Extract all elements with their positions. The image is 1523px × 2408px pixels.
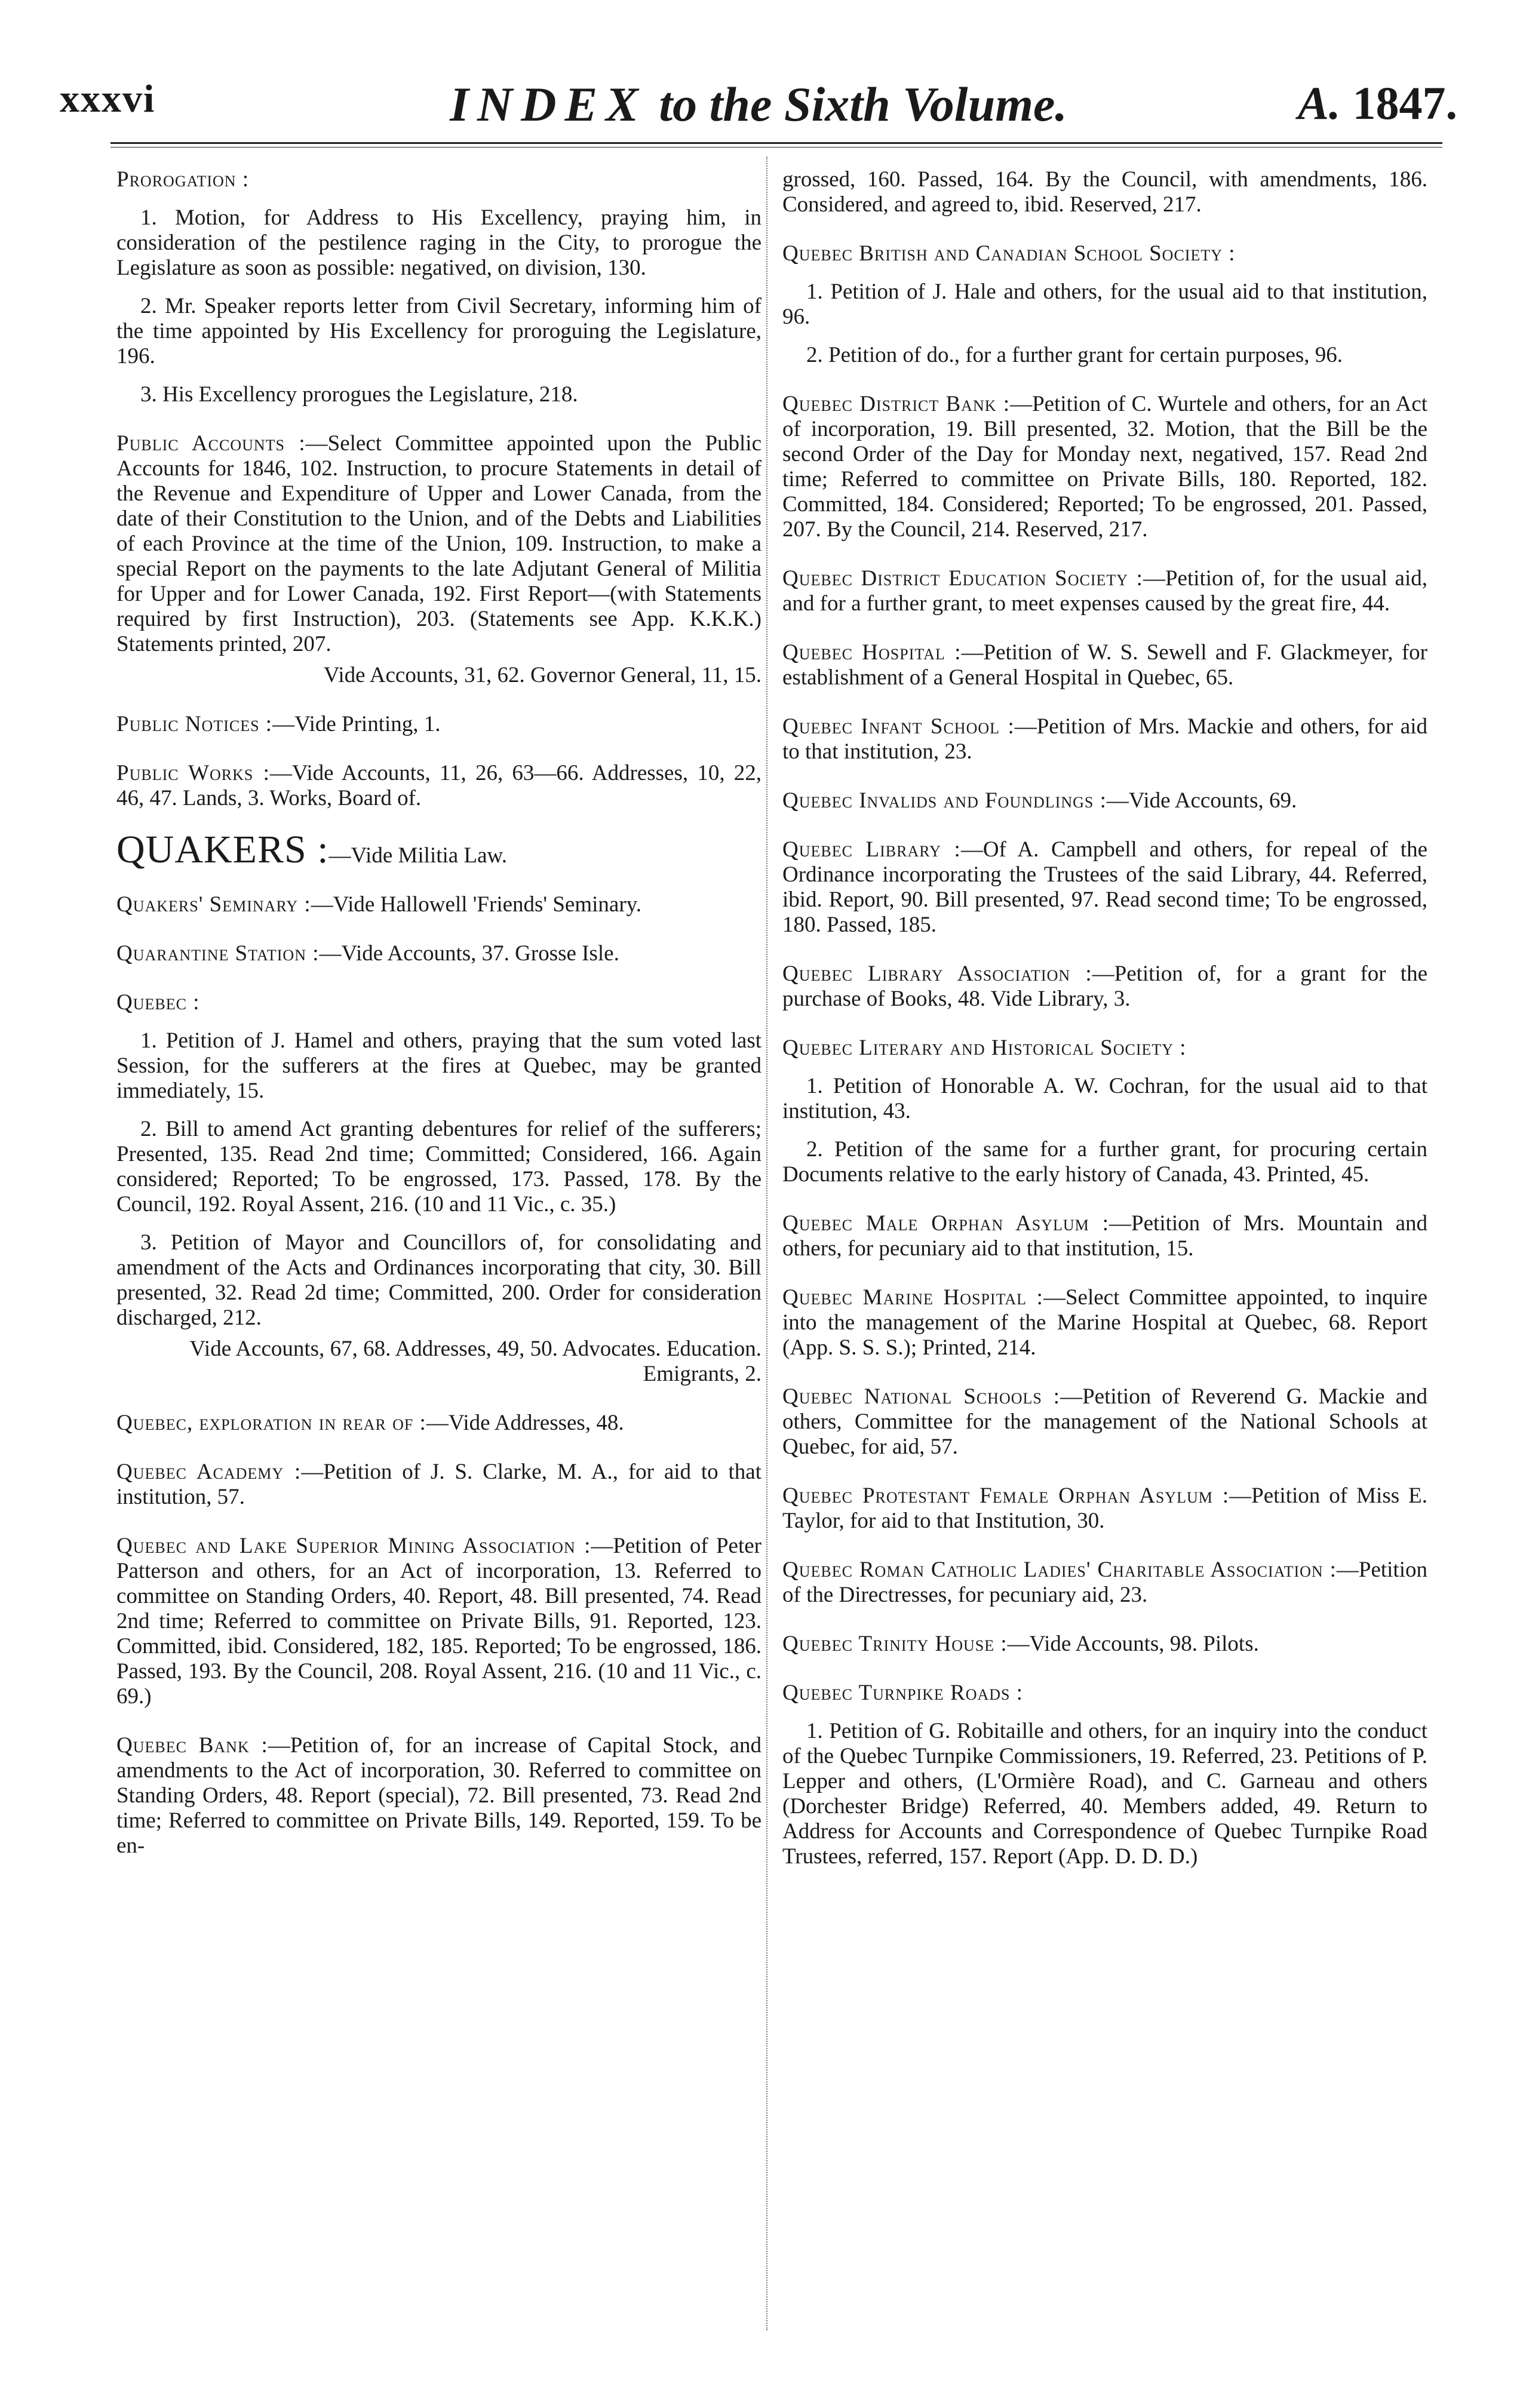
entry-heading: QUAKERS :: [116, 828, 329, 871]
index-entry: [782, 241, 1427, 368]
entry-heading: Public Accounts :: [116, 431, 306, 456]
entry-subitem: 1. Petition of J. Hamel and others, praying that the sum voted last Session, for the sufferers at the fires at Quebec, may be granted immediately, 15.: [116, 1028, 762, 1103]
entry-heading: Quebec Turnpike Roads :: [782, 1681, 1024, 1705]
index-entry: [782, 1681, 1427, 1869]
entry-heading: Prorogation :: [116, 167, 250, 192]
index-entry: [116, 431, 762, 688]
entry-text: —Petition of Reverend G. Mackie and others, Committee for the management of the National Schools at Quebec, for aid, 57.: [782, 1384, 1427, 1459]
index-entry: [116, 892, 762, 917]
entry-text: —Vide Addresses, 48.: [426, 1411, 624, 1435]
entry-heading: Quebec Marine Hospital :: [782, 1285, 1043, 1310]
index-entry: [116, 761, 762, 811]
page-number: xxxvi: [60, 77, 156, 121]
entry-text: —Petition of J. S. Clarke, M. A., for aid to that institution, 57.: [116, 1460, 762, 1509]
entry-heading: Quebec Invalids and Foundlings :: [782, 788, 1107, 813]
entry-heading: Quebec Infant School :: [782, 714, 1015, 739]
index-entry: [116, 1460, 762, 1510]
entry-heading: Quebec :: [116, 990, 200, 1015]
entry-heading: Quebec Literary and Historical Society :: [782, 1036, 1187, 1060]
entry-text: —Petition of W. S. Sewell and F. Glackmeyer, for establishment of a General Hospital in Quebec, 65.: [782, 640, 1427, 690]
entry-text: —Vide Accounts, 11, 26, 63—66. Addresses, 10, 22, 46, 47. Lands, 3. Works, Board of.: [116, 761, 762, 810]
entry-text: —Vide Printing, 1.: [272, 712, 441, 736]
entry-subitem: 3. Petition of Mayor and Councillors of, for consolidating and amendment of the Acts and Ordinances incorporating that city, 30. Bill presented, 32. Read 2d time; Committed, 200. Order for consideration discharged, 212.: [116, 1230, 762, 1330]
column-separator: [766, 156, 767, 2330]
entry-text: —Petition of the Directresses, for pecuniary aid, 23.: [782, 1558, 1427, 1607]
index-entry: [116, 712, 762, 737]
entry-vide: Vide Accounts, 31, 62. Governor General, 11, 15.: [323, 663, 762, 687]
year-prefix: A.: [1297, 77, 1341, 129]
index-entry: [782, 837, 1427, 938]
entry-heading: Quebec National Schools :: [782, 1384, 1061, 1409]
entry-text: —Select Committee appointed, to inquire into the management of the Marine Hospital at Quebec, 68. Report (App. S. S. S.); Printed, 214.: [782, 1285, 1427, 1360]
running-title: [60, 76, 1457, 133]
entry-heading: Quebec Male Orphan Asylum :: [782, 1211, 1110, 1236]
entry-heading: Quebec District Education Society :: [782, 566, 1143, 591]
entry-text: —Petition of Mrs. Mountain and others, for pecuniary aid to that institution, 15.: [782, 1211, 1427, 1261]
index-entry: [782, 392, 1427, 542]
index-entry: [782, 788, 1427, 813]
index-entry: [782, 1384, 1427, 1460]
entry-heading: Quebec Academy :: [116, 1460, 302, 1484]
index-entry: [782, 167, 1427, 217]
year-label: [1298, 76, 1457, 130]
index-entry: [782, 640, 1427, 690]
index-entry: [782, 1211, 1427, 1261]
index-entry: [782, 1632, 1427, 1657]
entry-text: —Vide Accounts, 98. Pilots.: [1007, 1632, 1259, 1656]
left-column: [116, 167, 762, 1882]
entry-heading: Quebec Library :: [782, 837, 961, 862]
entry-heading: Quebec Bank :: [116, 1733, 268, 1758]
entry-heading: Quebec Hospital :: [782, 640, 962, 665]
entry-text: —Petition of C. Wurtele and others, for an Act of incorporation, 19. Bill presented, 32. Motion, that the Bill be the second Order of the Day for Monday next, negatived, 157. Read 2nd time; Referred to committee on Private Bills, 180. Reported, 182. Committed, 184. Considered; Reported; To be engrossed, 201. Passed, 207. By the Council, 214. Reserved, 217.: [782, 392, 1427, 542]
entry-text: —Petition of Peter Patterson and others, for an Act of incorporation, 13. Referred to committee on Standing Orders, 40. Report, 48. Bill presented, 74. Read 2nd time; Referred to committee on Private Bills, 91. Reported, 123. Committed, ibid. Considered, 182, 185. Reported; To be engrossed, 186. Passed, 193. By the Council, 208. Royal Assent, 216. (10 and 11 Vic., c. 69.): [116, 1534, 762, 1709]
index-entry: [782, 1558, 1427, 1608]
entry-subitem: 1. Petition of Honorable A. W. Cochran, for the usual aid to that institution, 43.: [782, 1074, 1427, 1123]
entry-heading: Quebec Library Association :: [782, 962, 1092, 986]
entry-subitem: 2. Petition of the same for a further grant, for procuring certain Documents relative to the early history of Canada, 43. Printed, 45.: [782, 1137, 1427, 1187]
entry-text: —Vide Hallowell 'Friends' Seminary.: [311, 892, 641, 917]
entry-vide: Vide Accounts, 67, 68. Addresses, 49, 50. Advocates. Education. Emigrants, 2.: [189, 1337, 762, 1386]
index-entry: [116, 990, 762, 1387]
entry-heading: Quebec, exploration in rear of :: [116, 1411, 426, 1435]
entry-heading: Quebec Trinity House :: [782, 1632, 1008, 1656]
entry-heading: Quarantine Station :: [116, 941, 320, 966]
entry-heading: Quebec Roman Catholic Ladies' Charitable Association :: [782, 1558, 1337, 1582]
index-entry: [782, 1036, 1427, 1187]
index-entry: [782, 714, 1427, 764]
index-entry: [116, 828, 762, 871]
entry-subitem: 3. His Excellency prorogues the Legislature, 218.: [140, 382, 578, 407]
entry-text: —Select Committee appointed upon the Public Accounts for 1846, 102. Instruction, to procure Statements in detail of the Revenue and Expenditure of Upper and Lower Canada, from the date of their Constitution to the Union, and of the Debts and Liabilities of each Province at the time of the Union, 109. Instruction, to make a special Report on the payments to the late Adjutant General of Militia for Upper and for Lower Canada, 192. First Report—(with Statements required by first Instruction), 203. (Statements see App. K.K.K.) Statements printed, 207.: [116, 431, 762, 656]
entry-heading: Quebec British and Canadian School Society :: [782, 241, 1236, 266]
entry-subitem: 1. Petition of J. Hale and others, for the usual aid to that institution, 96.: [782, 280, 1427, 329]
index-entry: [116, 1534, 762, 1709]
entry-text: —Petition of Mrs. Mackie and others, for aid to that institution, 23.: [782, 714, 1427, 764]
index-entry: [782, 1285, 1427, 1360]
entry-text: —Vide Accounts, 69.: [1106, 788, 1297, 813]
title-rest: to the Sixth Volume.: [659, 77, 1067, 131]
entry-heading: Quebec District Bank :: [782, 392, 1011, 416]
index-entry: [782, 566, 1427, 616]
entry-text: —Vide Accounts, 37. Grosse Isle.: [319, 941, 619, 966]
entry-heading: Quebec and Lake Superior Mining Association :: [116, 1534, 591, 1558]
year-value: 1847.: [1352, 77, 1457, 129]
title-index-word: INDEX: [450, 77, 647, 131]
entry-text: —Petition of Miss E. Taylor, for aid to that Institution, 30.: [782, 1484, 1427, 1533]
entry-heading: Quebec Protestant Female Orphan Asylum :: [782, 1484, 1230, 1508]
entry-subitem: 1. Motion, for Address to His Excellency, praying him, in consideration of the pestilence raging in the City, to prorogue the Legislature as soon as possible: negatived, on division, 130.: [116, 205, 762, 280]
entry-subitem: 2. Bill to amend Act granting debentures for relief of the sufferers; Presented, 135. Read 2nd time; Committed; Considered, 166. Again considered; Reported; To be engrossed, 173. Passed, 178. By the Council, 192. Royal Assent, 216. (10 and 11 Vic., c. 35.): [116, 1117, 762, 1217]
header-rule-thin: [110, 147, 1442, 148]
entry-heading: Public Notices :: [116, 712, 273, 736]
page-header: [60, 76, 1457, 136]
index-entry: [782, 1484, 1427, 1534]
entry-heading: Public Works :: [116, 761, 270, 785]
index-entry: [116, 941, 762, 966]
entry-subitem: 2. Mr. Speaker reports letter from Civil Secretary, informing him of the time appointed by His Excellency for proroguing the Legislature, 196.: [116, 294, 762, 368]
entry-subitem: 2. Petition of do., for a further grant for certain purposes, 96.: [806, 343, 1343, 367]
entry-text: —Petition of, for a grant for the purchase of Books, 48. Vide Library, 3.: [782, 962, 1427, 1011]
entry-text: grossed, 160. Passed, 164. By the Council, with amendments, 186. Considered, and agreed to, ibid. Reserved, 217.: [782, 167, 1427, 217]
index-entry: [782, 962, 1427, 1012]
header-rule: [110, 142, 1442, 144]
entry-subitem: 1. Petition of G. Robitaille and others, for an inquiry into the conduct of the Quebec Turnpike Commissioners, 19. Referred, 23. Petitions of P. Lepper and others, (L'Ormière Road), and C. Garneau and others (Dorchester Bridge) Referred, 40. Members added, 49. Return to Address for Accounts and Correspondence of Quebec Turnpike Road Trustees, referred, 157. Report (App. D. D. D.): [782, 1719, 1427, 1869]
right-column: [782, 167, 1427, 1893]
entry-text: —Vide Militia Law.: [328, 843, 508, 868]
index-entry: [116, 1733, 762, 1859]
index-entry: [116, 167, 762, 407]
entry-text: —Petition of, for an increase of Capital Stock, and amendments to the Act of incorporation, 30. Referred to committee on Standing Orders, 48. Report (special), 72. Bill presented, 73. Read 2nd time; Referred to committee on Private Bills, 149. Reported, 159. To be en-: [116, 1733, 762, 1858]
entry-text: —Petition of, for the usual aid, and for a further grant, to meet expenses caused by the great fire, 44.: [782, 566, 1428, 616]
index-entry: [116, 1411, 762, 1436]
entry-heading: Quakers' Seminary :: [116, 892, 311, 917]
entry-text: —Of A. Campbell and others, for repeal of the Ordinance incorporating the Trustees of the said Library, 44. Referred, ibid. Report, 90. Bill presented, 97. Read second time; To be engrossed, 180. Passed, 185.: [782, 837, 1427, 937]
